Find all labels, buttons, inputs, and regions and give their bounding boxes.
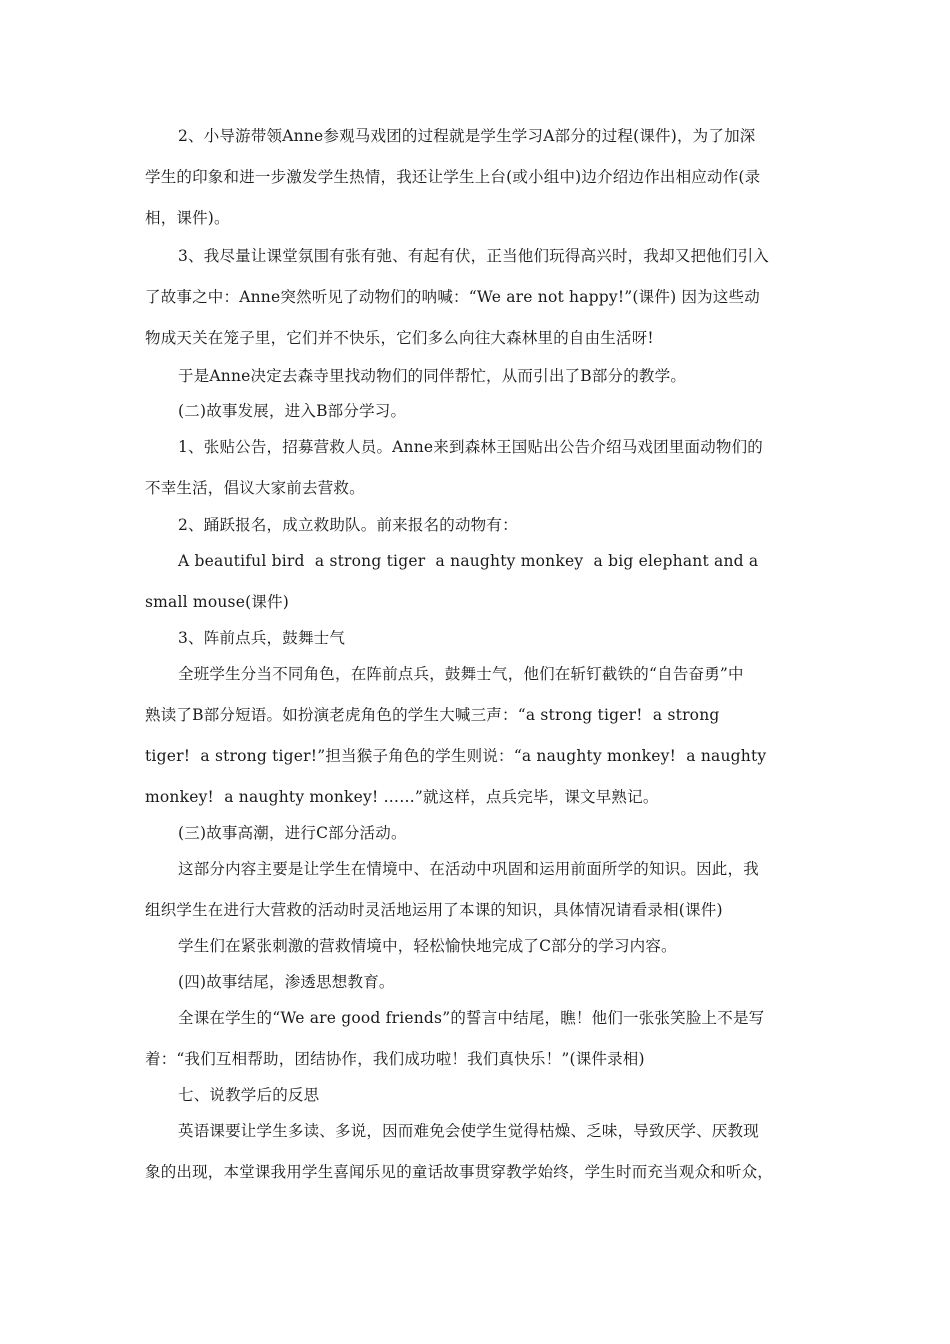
text-line-17: tiger! a strong tiger!”担当猴子角色的学生则说：“a naughty monkey! a naughty — [145, 747, 767, 765]
text-line-2: 学生的印象和进一步激发学生热情，我还让学生上台(或小组中)边介绍边作出相应动作(录 — [145, 168, 761, 186]
text-line-28: 象的出现，本堂课我用学生喜闻乐见的童话故事贯穿教学始终，学生时而充当观众和听众， — [145, 1163, 774, 1181]
section-heading-2: (二)故事发展，进入B部分学习。 — [178, 402, 407, 420]
text-line-12: A beautiful bird a strong tiger a naughty monkey a big elephant and a — [178, 552, 759, 570]
text-line-27: 英语课要让学生多读、多说，因而难免会使学生觉得枯燥、乏味，导致厌学、厌教现 — [178, 1122, 759, 1140]
text-line-18: monkey! a naughty monkey! ……”就这样，点兵完毕，课文早熟记。 — [145, 788, 659, 806]
text-line-16: 熟读了B部分短语。如扮演老虎角色的学生大喊三声：“a strong tiger! a strong — [145, 706, 720, 724]
text-line-21: 组织学生在进行大营救的活动时灵活地运用了本课的知识，具体情况请看录相(课件) — [145, 901, 723, 919]
text-line-9: 1、张贴公告，招募营救人员。Anne来到森林王国贴出公告介绍马戏团里面动物们的 — [178, 438, 763, 456]
text-line-5: 了故事之中：Anne突然听见了动物们的呐喊：“We are not happy!”(课件) 因为这些动 — [145, 288, 760, 306]
text-line-22: 学生们在紧张刺激的营救情境中，轻松愉快地完成了C部分的学习内容。 — [178, 937, 677, 955]
text-line-13: small mouse(课件) — [145, 593, 289, 611]
text-line-15: 全班学生分当不同角色，在阵前点兵，鼓舞士气，他们在斩钉截铁的“自告奋勇”中 — [178, 665, 744, 683]
text-line-25: 着：“我们互相帮助，团结协作，我们成功啦！我们真快乐！”(课件录相) — [145, 1050, 645, 1068]
text-line-1: 2、小导游带领Anne参观马戏团的过程就是学生学习A部分的过程(课件)，为了加深 — [178, 127, 756, 145]
text-line-11: 2、踊跃报名，成立救助队。前来报名的动物有： — [178, 516, 518, 534]
text-line-14: 3、阵前点兵，鼓舞士气 — [178, 629, 346, 647]
text-line-10: 不幸生活，倡议大家前去营救。 — [145, 479, 365, 497]
text-line-7: 于是Anne决定去森寺里找动物们的同伴帮忙，从而引出了B部分的教学。 — [178, 367, 687, 385]
section-heading-4: (四)故事结尾，渗透思想教育。 — [178, 973, 395, 991]
text-line-6: 物成天关在笼子里，它们并不快乐，它们多么向往大森林里的自由生活呀! — [145, 329, 654, 347]
text-line-3: 相，课件)。 — [145, 209, 230, 227]
section-heading-7: 七、说教学后的反思 — [178, 1086, 320, 1104]
section-heading-3: (三)故事高潮，进行C部分活动。 — [178, 824, 407, 842]
text-line-4: 3、我尽量让课堂氛围有张有弛、有起有伏，正当他们玩得高兴时，我却又把他们引入 — [178, 247, 769, 265]
text-line-20: 这部分内容主要是让学生在情境中、在活动中巩固和运用前面所学的知识。因此，我 — [178, 860, 759, 878]
text-line-24: 全课在学生的“We are good friends”的誓言中结尾，瞧！他们一张张笑脸上不是写 — [178, 1009, 765, 1027]
